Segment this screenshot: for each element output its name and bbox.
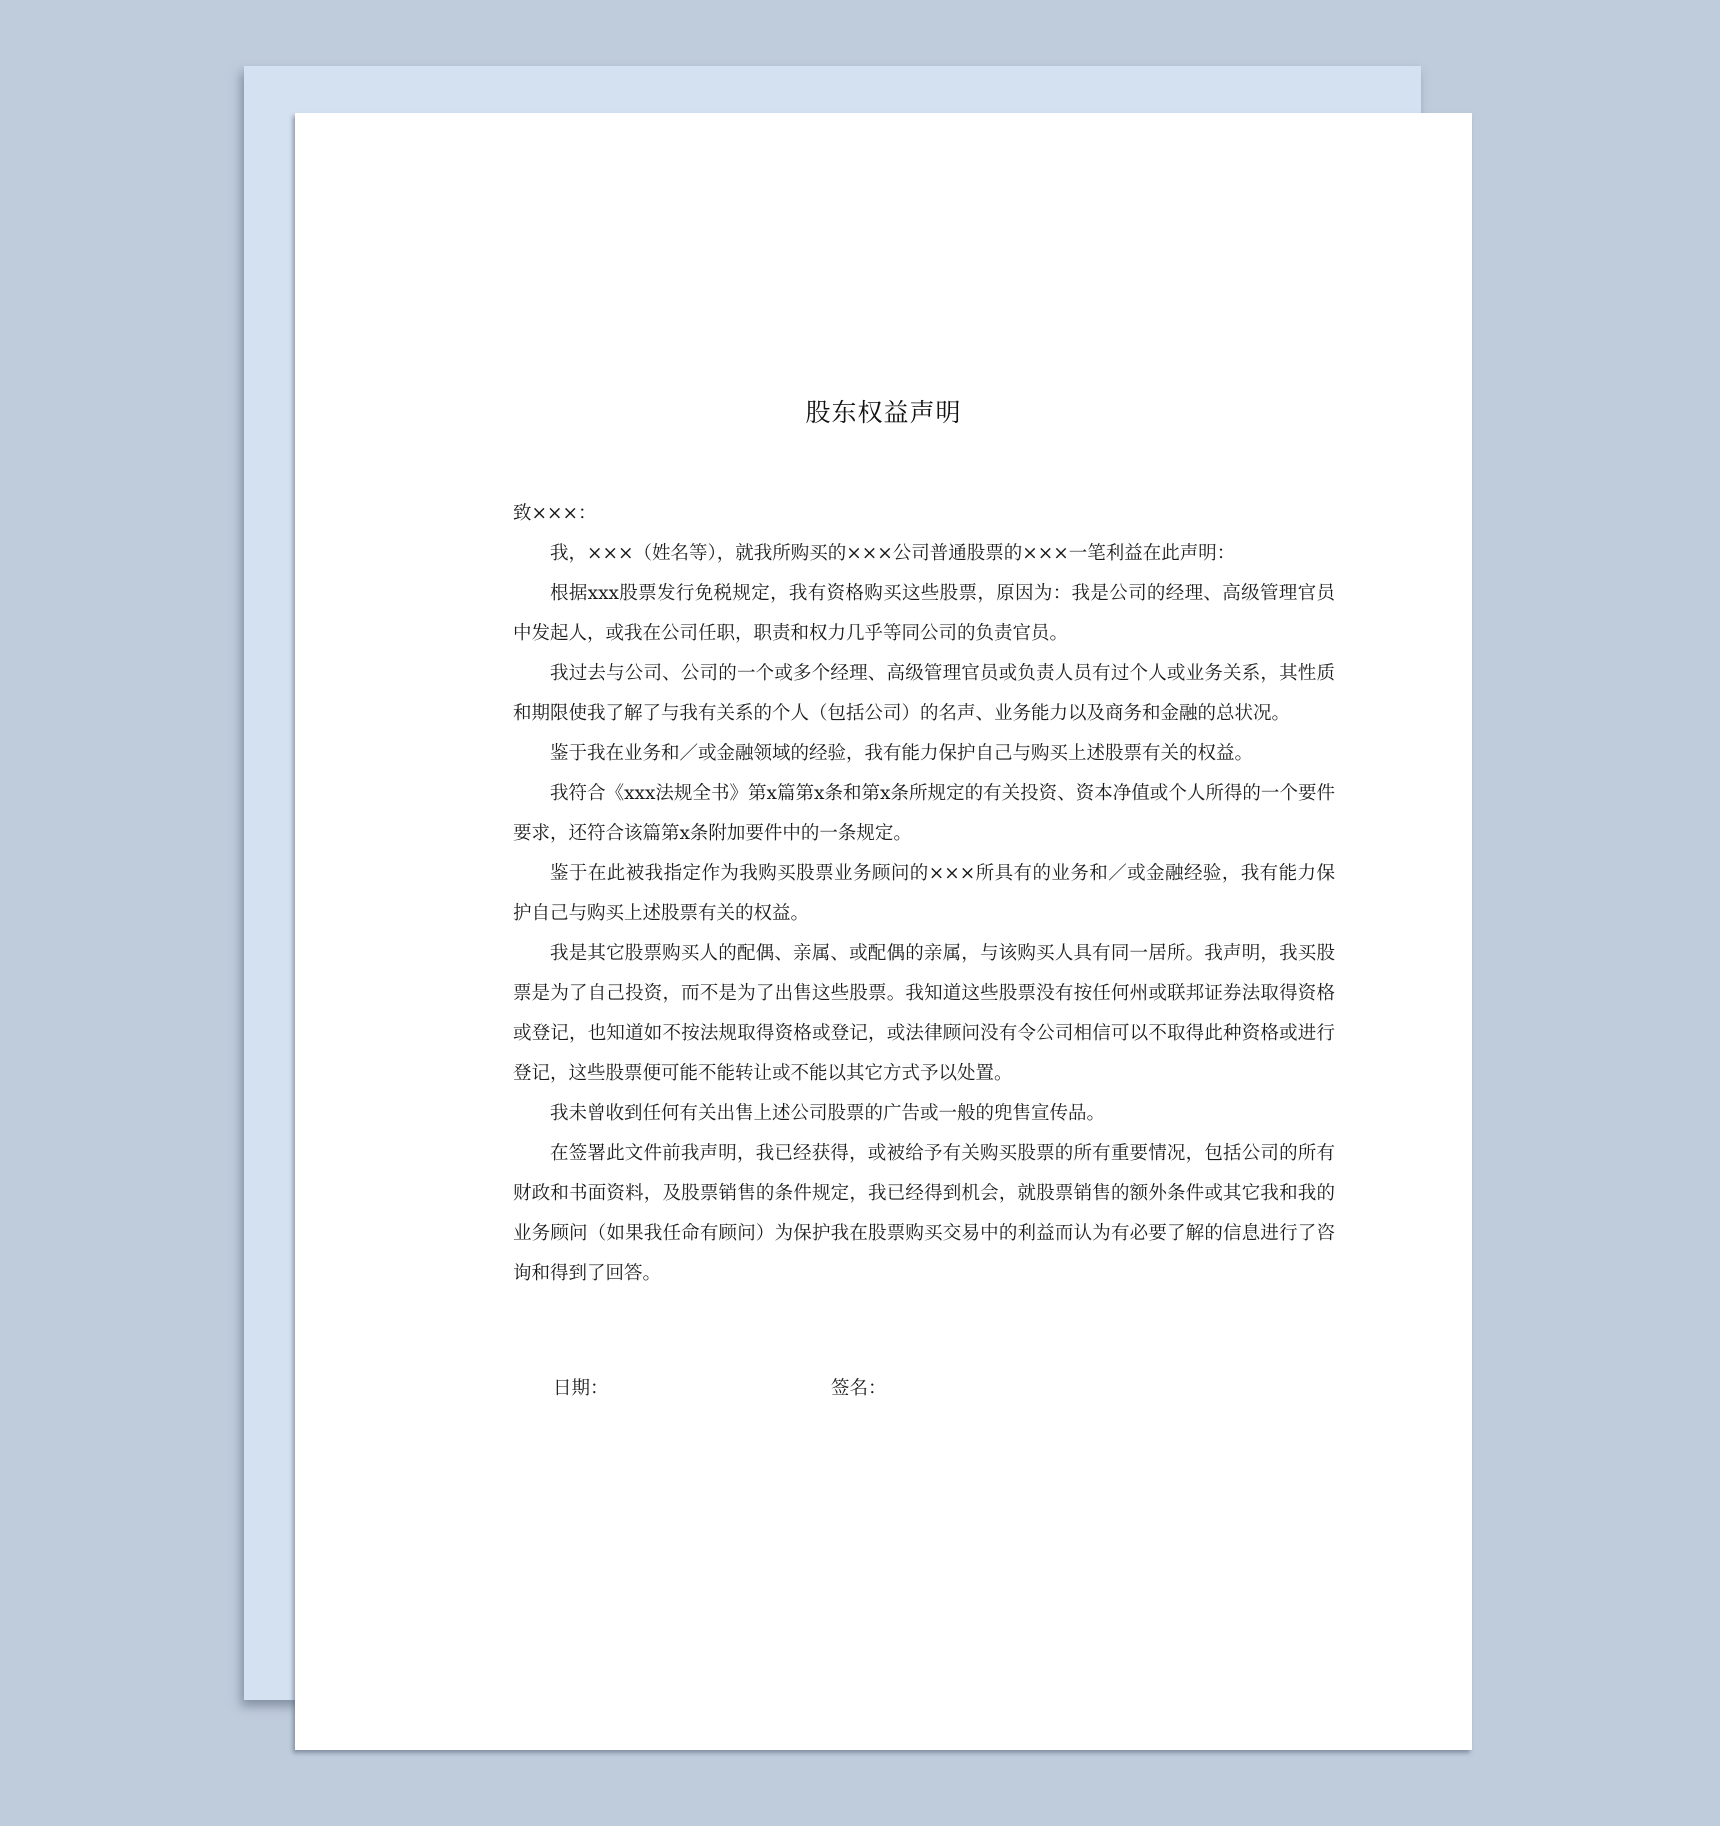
document-title: 股东权益声明 bbox=[805, 398, 962, 427]
paragraph-relationship: 我过去与公司、公司的一个或多个经理、高级管理官员或负责人员有过个人或业务关系，其性质和期限使我了解了与我有关系的个人（包括公司）的名声、业务能力以及商务和金融的总状况。 bbox=[513, 663, 1335, 724]
paragraph-disclosure: 在签署此文件前我声明，我已经获得，或被给予有关购买股票的所有重要情况，包括公司的所有财政和书面资料，及股票销售的条件规定，我已经得到机会，就股票销售的额外条件或其它我和我的业务顾问（如果我任命有顾问）为保护我在股票购买交易中的利益而认为有必要了解的信息进行了咨询和得到了回答。 bbox=[513, 1143, 1335, 1284]
document-body bbox=[513, 494, 1335, 1294]
paragraph-no-advertising: 我未曾收到任何有关出售上述公司股票的广告或一般的兜售宣传品。 bbox=[550, 1103, 1106, 1124]
paragraph-experience: 鉴于我在业务和／或金融领域的经验，我有能力保护自己与购买上述股票有关的权益。 bbox=[550, 743, 1254, 764]
paragraph-eligibility: 根据xxx股票发行免税规定，我有资格购买这些股票，原因为：我是公司的经理、高级管理官员中发起人，或我在公司任职，职责和权力几乎等同公司的负责官员。 bbox=[513, 583, 1335, 644]
paragraph-advisor: 鉴于在此被我指定作为我购买股票业务顾问的×××所具有的业务和／或金融经验，我有能力保护自己与购买上述股票有关的权益。 bbox=[513, 863, 1335, 924]
document-page bbox=[295, 113, 1472, 1750]
signature-row bbox=[553, 1369, 887, 1409]
salutation: 致×××： bbox=[513, 503, 597, 524]
signature-label: 签名： bbox=[831, 1378, 887, 1399]
paragraph-legal-requirements: 我符合《xxx法规全书》第x篇第x条和第x条所规定的有关投资、资本净值或个人所得的一个要件要求，还符合该篇第x条附加要件中的一条规定。 bbox=[513, 783, 1335, 844]
date-label: 日期： bbox=[553, 1378, 609, 1399]
paragraph-opening: 我，×××（姓名等），就我所购买的×××公司普通股票的×××一笔利益在此声明： bbox=[550, 543, 1236, 564]
paragraph-spouse-investment: 我是其它股票购买人的配偶、亲属、或配偶的亲属，与该购买人具有同一居所。我声明，我买股票是为了自己投资，而不是为了出售这些股票。我知道这些股票没有按任何州或联邦证券法取得资格或登记，也知道如不按法规取得资格或登记，或法律顾问没有令公司相信可以不取得此种资格或进行登记，这些股票便可能不能转让或不能以其它方式予以处置。 bbox=[513, 943, 1335, 1084]
